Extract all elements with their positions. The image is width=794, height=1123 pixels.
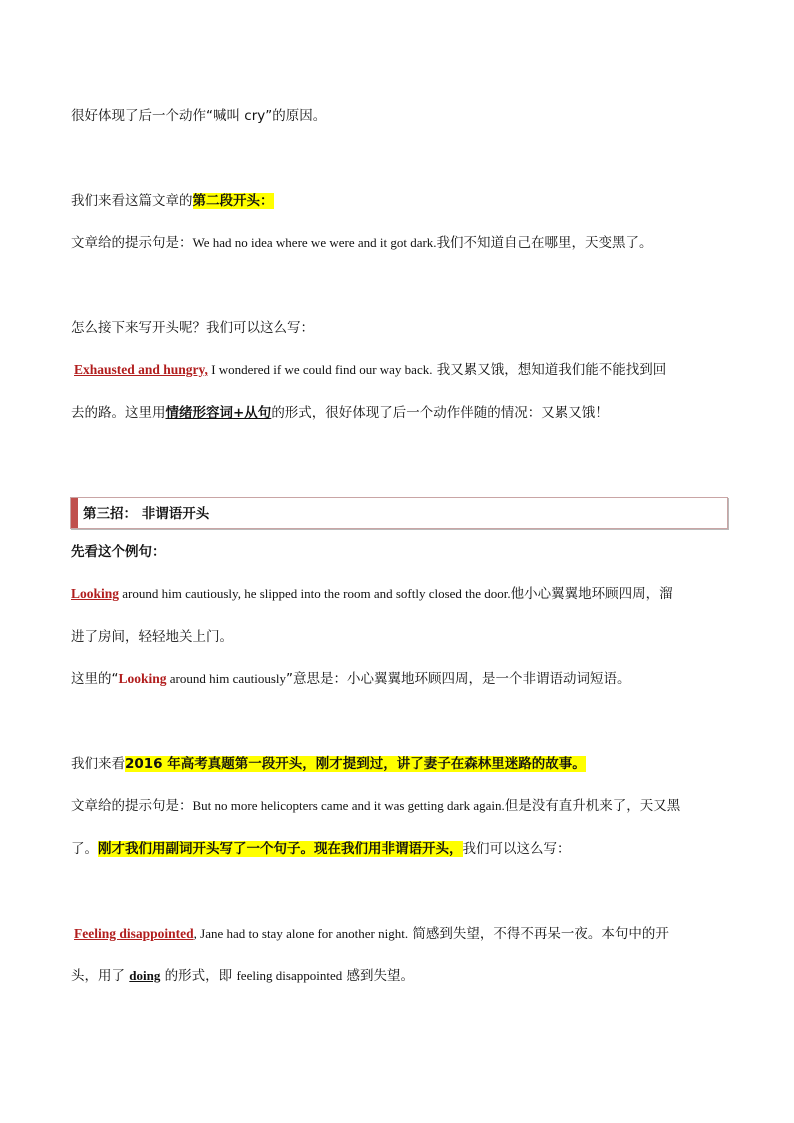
paragraph-line	[71, 669, 716, 689]
english-text: around him cautiously, he slipped into the room and softly closed the door.	[119, 586, 511, 601]
paragraph-line	[71, 360, 716, 380]
emphasis-text: doing	[129, 968, 161, 983]
example-phrase: Looking	[118, 671, 167, 686]
highlight-text: 刚才我们用副词开头写了一个句子。现在我们用非谓语开头，	[98, 841, 463, 857]
section-title: 第三招： 非谓语开头	[83, 506, 210, 522]
english-text: But no more helicopters came and it was getting dark again.	[192, 798, 505, 813]
text: 但是没有直升机来了，天又黑	[504, 798, 681, 814]
text: 了。	[71, 841, 98, 857]
paragraph-line	[71, 796, 716, 816]
text: 头，用了	[71, 968, 130, 984]
emphasis-text: 情绪形容词+从句	[165, 405, 272, 421]
text: 这里的“	[71, 671, 119, 687]
text: 很好体现了后一个动作“喊叫 cry”的原因。	[71, 108, 327, 124]
paragraph-line	[71, 627, 716, 647]
paragraph-line	[71, 839, 716, 859]
example-phrase: Feeling disappointed	[74, 926, 194, 941]
text: 文章给的提示句是：	[71, 235, 193, 251]
text: 文章给的提示句是：	[71, 798, 193, 814]
example-phrase: Exhausted and hungry,	[74, 362, 208, 377]
text: 我们来看这篇文章的	[71, 193, 193, 209]
paragraph-line	[71, 924, 716, 944]
text: 先看这个例句：	[71, 544, 166, 560]
text: 进了房间，轻轻地关上门。	[71, 629, 233, 645]
paragraph-line	[71, 106, 716, 126]
text: 去的路。这里用	[71, 405, 166, 421]
highlight-text: 2016 年高考真题第一段开头，刚才提到过，讲了妻子在森林里迷路的故事。	[125, 756, 586, 772]
paragraph-line	[71, 318, 716, 338]
paragraph-line	[71, 191, 716, 211]
text: 我们可以这么写：	[462, 841, 571, 857]
example-phrase: Looking	[71, 586, 120, 601]
text: 的形式，即	[160, 968, 237, 984]
english-text: We had no idea where we were and it got dark.	[192, 235, 437, 250]
text: 我又累又饿，想知道我们能不能找到回	[432, 362, 667, 378]
paragraph-line	[71, 403, 716, 423]
text: ”意思是：小心翼翼地环顾四周，是一个非谓语动词短语。	[286, 671, 631, 687]
english-text: , Jane had to stay alone for another night.	[193, 926, 409, 941]
english-text: around him cautiously	[166, 671, 287, 686]
english-text: I wondered if we could find our way back.	[207, 362, 433, 377]
text: 他小心翼翼地环顾四周，溜	[510, 586, 673, 602]
text: 我们不知道自己在哪里，天变黑了。	[436, 235, 653, 251]
section-heading-box	[70, 497, 728, 529]
text: 简感到失望，不得不再呆一夜。本句中的开	[408, 926, 669, 942]
text: 感到失望。	[342, 968, 415, 984]
section-accent-bar	[71, 498, 78, 528]
text: 我们来看	[71, 756, 125, 772]
paragraph-line	[71, 584, 716, 604]
paragraph-line	[71, 966, 716, 986]
paragraph-line	[71, 754, 716, 774]
english-text: feeling disappointed	[236, 968, 343, 983]
paragraph-line	[71, 542, 716, 562]
text: 的形式，很好体现了后一个动作伴随的情况：又累又饿！	[271, 405, 609, 421]
text: 怎么接下来写开头呢？我们可以这么写：	[71, 320, 314, 336]
highlight-text: 第二段开头：	[192, 193, 274, 209]
paragraph-line	[71, 233, 716, 253]
